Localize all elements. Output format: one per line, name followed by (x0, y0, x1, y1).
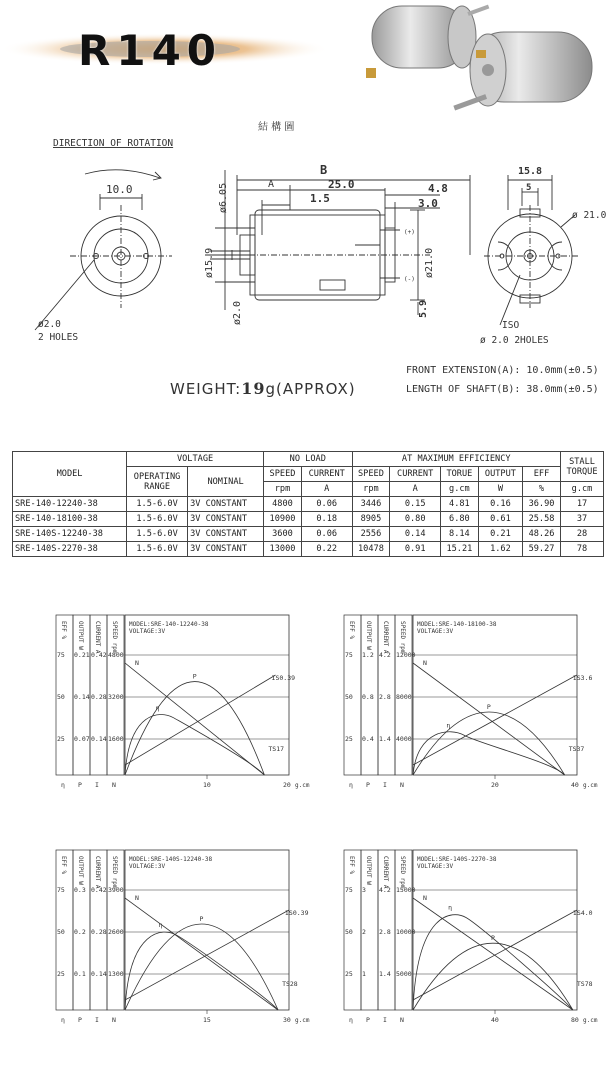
ts-label: TS28 (282, 980, 298, 988)
is-label: IS3.6 (572, 674, 593, 682)
speed-label: N (135, 894, 139, 902)
structure-title: 結 構 圖 (258, 122, 295, 133)
dim-phi605: ø6.05 (218, 182, 229, 213)
eff-curve (413, 915, 573, 1010)
axis-header: CURRENT A (94, 621, 101, 654)
x-tick-label: 40 (571, 781, 579, 789)
axis-footer: N (112, 1016, 116, 1024)
y-tick-label: 3 (362, 886, 366, 894)
speed-label: N (423, 659, 427, 667)
chart-sre-140s-12240-38 (55, 845, 320, 1030)
axis-header: SPEED rpm (111, 856, 118, 889)
chart-sre-140-18100-38 (343, 610, 608, 795)
axis-header: OUTPUT W (77, 621, 84, 650)
y-tick-label: 0.4 (362, 735, 374, 743)
dim-holes-label: 2 HOLES (38, 332, 79, 343)
y-tick-label: 75 (57, 886, 65, 894)
y-tick-label: 2.8 (379, 928, 391, 936)
chart-subtitle: VOLTAGE:3V (129, 628, 166, 635)
y-tick-label: 12000 (396, 651, 416, 659)
table-row: SRE-140S-2270-38 1.5-6.0V 3V CONSTANT 13000 0.22 10478 0.91 15.21 1.62 59.27 78 (13, 542, 604, 557)
chart-sre-140s-2270-38 (343, 845, 608, 1030)
x-tick-label: 40 (491, 1016, 499, 1024)
y-tick-label: 0.3 (74, 886, 86, 894)
axis-footer: η (349, 1016, 353, 1024)
chart-subtitle: VOLTAGE:3V (417, 628, 454, 635)
output-label: P (490, 934, 495, 943)
x-unit: g.cm (583, 782, 598, 789)
axis-header: EFF % (60, 621, 67, 640)
output-label: P (192, 672, 197, 681)
axis-header: SPEED rpm (399, 856, 406, 889)
y-tick-label: 0.1 (74, 970, 86, 978)
y-tick-label: 50 (345, 693, 353, 701)
axis-header: CURRENT A (94, 856, 101, 889)
eff-curve (125, 932, 278, 1010)
y-tick-label: 2.8 (379, 693, 391, 701)
dim-59: 5.9 (418, 299, 429, 318)
x-tick-label: 20 (283, 781, 291, 789)
y-tick-label: 25 (57, 735, 65, 743)
axis-header: CURRENT A (382, 621, 389, 654)
y-tick-label: 50 (57, 693, 65, 701)
current-line (125, 672, 276, 765)
ts-label: TS17 (268, 745, 285, 753)
y-tick-label: 3900 (108, 886, 124, 894)
axis-header: EFF % (60, 856, 67, 875)
chart-title: MODEL:SRE-140S-2270-38 (417, 856, 497, 863)
axis-footer: P (78, 1016, 82, 1024)
axis-header: OUTPUT W (77, 856, 84, 885)
axis-footer: η (61, 1016, 65, 1024)
dim-phi159: ø15.9 (204, 247, 215, 278)
y-tick-label: 0.28 (91, 693, 107, 701)
axis-header: OUTPUT W (365, 621, 372, 650)
y-tick-label: 50 (345, 928, 353, 936)
y-tick-label: 0.42 (91, 651, 107, 659)
spec-table: MODEL VOLTAGE NO LOAD AT MAXIMUM EFFICIENCY STALL TORQUE OPERATING RANGE NOMINAL SPEED CURRENT SPEED CURRENT TORUE OUTPUT EFF rpm A rpm A g.cm W % g.cm SRE-140-12240-38 1.5-6.0V 3V CONSTANT 4800 0.06 3446 0.15 4.81 0.16 36.90 17 SRE-140-18100-38 1.5-6.0V 3V CONSTANT 10900 0.18 8905 0.80 6.80 0.61 25.58 37 SRE-140S-12240-38 1.5-6.0V 3V CONSTANT 3600 0.06 2556 0.14 8.14 0.21 48.26 28 SRE-140S-2270-38 1.5-6.0V 3V CONSTANT 13000 0.22 10478 0.91 15.21 1.62 59.27 78 (12, 451, 604, 557)
y-tick-label: 1300 (108, 970, 124, 978)
axis-header: SPEED rpm (111, 621, 118, 654)
y-tick-label: 75 (345, 651, 353, 659)
eff-label: η (158, 921, 163, 930)
axis-header: CURRENT A (382, 856, 389, 889)
dim-30: 3.0 (418, 197, 438, 210)
speed-label: N (423, 894, 427, 902)
x-tick-label: 80 (571, 1016, 579, 1024)
y-tick-label: 1.2 (362, 651, 374, 659)
y-tick-label: 0.42 (91, 886, 107, 894)
speed-line (413, 898, 573, 1010)
current-line (413, 675, 577, 765)
motor-photo (360, 0, 610, 118)
y-tick-label: 5000 (396, 970, 412, 978)
eff-label: η (446, 721, 451, 730)
plot-frame (125, 615, 289, 775)
y-tick-label: 0.21 (74, 651, 90, 659)
y-tick-label: 0.14 (74, 693, 90, 701)
y-tick-label: 75 (57, 651, 65, 659)
axis-footer: N (112, 781, 116, 789)
iso-label: ISO (502, 320, 520, 331)
y-tick-label: 50 (57, 928, 65, 936)
dim-holes-dia: ø2.0 (38, 319, 61, 330)
x-tick-label: 30 (283, 1016, 291, 1024)
y-tick-label: 15000 (396, 886, 416, 894)
shaft-length: LENGTH OF SHAFT(B): 38.0mm(±0.5) (406, 384, 599, 395)
output-label: P (486, 703, 491, 711)
chart-title: MODEL:SRE-140S-12240-38 (129, 856, 213, 863)
y-tick-label: 1.4 (379, 735, 391, 743)
axis-footer: I (95, 1016, 99, 1024)
is-label: IS0.39 (285, 909, 309, 917)
chart-title: MODEL:SRE-140-12240-38 (129, 621, 209, 628)
axis-footer: η (61, 781, 65, 789)
y-tick-label: 10000 (396, 928, 416, 936)
x-tick-label: 15 (203, 1016, 211, 1024)
speed-label: N (135, 659, 139, 667)
eff-curve (413, 732, 565, 775)
x-unit: g.cm (295, 782, 310, 789)
output-curve (125, 924, 278, 1010)
y-tick-label: 4.2 (379, 651, 391, 659)
y-tick-label: 1600 (108, 735, 124, 743)
plot-frame (413, 615, 577, 775)
axis-footer: N (400, 781, 404, 789)
axis-footer: P (366, 1016, 370, 1024)
axis-footer: I (95, 781, 99, 789)
output-label: P (199, 915, 204, 923)
terminal-minus: (-) (404, 276, 415, 283)
dim-back-phi21: ø 21.0 (572, 210, 607, 221)
dim-48: 4.8 (428, 182, 448, 195)
speed-line (413, 663, 565, 775)
dim-phi20: ø2.0 (232, 300, 243, 325)
axis-footer: I (383, 781, 387, 789)
y-tick-label: 2 (362, 928, 366, 936)
y-tick-label: 25 (345, 735, 353, 743)
axis-header: EFF % (348, 621, 355, 640)
dim-15: 1.5 (310, 192, 330, 205)
axis-footer: I (383, 1016, 387, 1024)
terminal-plus: (+) (404, 229, 415, 236)
y-tick-label: 1 (362, 970, 366, 978)
dim-back-158: 15.8 (518, 166, 543, 177)
y-tick-label: 1.4 (379, 970, 391, 978)
y-tick-label: 25 (345, 970, 353, 978)
y-tick-label: 0.2 (74, 928, 86, 936)
is-label: IS0.39 (271, 674, 296, 682)
x-unit: g.cm (583, 1017, 598, 1024)
ts-label: TS37 (568, 745, 585, 753)
dim-b: B (320, 163, 328, 177)
output-curve (413, 943, 573, 1010)
axis-footer: η (349, 781, 353, 789)
y-tick-label: 0.14 (91, 735, 107, 743)
plot-frame (125, 850, 289, 1010)
table-row: SRE-140S-12240-38 1.5-6.0V 3V CONSTANT 3600 0.06 2556 0.14 8.14 0.21 48.26 28 (13, 527, 604, 542)
y-tick-label: 4.2 (379, 886, 391, 894)
chart-subtitle: VOLTAGE:3V (129, 863, 166, 870)
y-tick-label: 3200 (108, 693, 124, 701)
axis-footer: N (400, 1016, 404, 1024)
dim-a: A (268, 179, 275, 190)
y-tick-label: 4000 (396, 735, 412, 743)
y-tick-label: 0.8 (362, 693, 374, 701)
axis-header: OUTPUT W (365, 856, 372, 885)
x-tick-label: 10 (203, 781, 211, 789)
y-tick-label: 25 (57, 970, 65, 978)
back-holes-label: ø 2.0 2HOLES (480, 335, 549, 346)
chart-title: MODEL:SRE-140-18100-38 (417, 621, 497, 628)
plot-frame (413, 850, 577, 1010)
axis-header: SPEED rpm (399, 621, 406, 654)
eff-label: η (155, 703, 160, 712)
axis-footer: P (78, 781, 82, 789)
dim-back-5: 5 (526, 183, 532, 193)
y-tick-label: 8000 (396, 693, 412, 701)
axis-footer: P (366, 781, 370, 789)
dim-25: 25.0 (328, 178, 355, 191)
dim-front-width: 10.0 (106, 183, 133, 196)
page-title: R140 (78, 26, 223, 75)
y-tick-label: 75 (345, 886, 353, 894)
eff-label: η (448, 903, 453, 912)
chart-subtitle: VOLTAGE:3V (417, 863, 454, 870)
y-tick-label: 2600 (108, 928, 124, 936)
output-curve (125, 682, 264, 775)
current-line (413, 910, 577, 1000)
output-curve (413, 712, 565, 775)
x-tick-label: 20 (491, 781, 499, 789)
axis-header: EFF % (348, 856, 355, 875)
x-unit: g.cm (295, 1017, 310, 1024)
direction-label: DIRECTION OF ROTATION (53, 138, 174, 149)
table-row: SRE-140-12240-38 1.5-6.0V 3V CONSTANT 4800 0.06 3446 0.15 4.81 0.16 36.90 17 (13, 497, 604, 512)
dim-phi21: ø21.0 (424, 247, 435, 278)
chart-sre-140-12240-38 (55, 610, 310, 795)
ts-label: TS78 (576, 980, 593, 988)
y-tick-label: 0.07 (74, 735, 90, 743)
is-label: IS4.0 (573, 909, 593, 917)
y-tick-label: 0.14 (91, 970, 107, 978)
y-tick-label: 4800 (108, 651, 124, 659)
table-row: SRE-140-18100-38 1.5-6.0V 3V CONSTANT 10900 0.18 8905 0.80 6.80 0.61 25.58 37 (13, 512, 604, 527)
y-tick-label: 0.28 (91, 928, 107, 936)
weight: WEIGHT:19g(APPROX) (170, 379, 356, 398)
front-extension: FRONT EXTENSION(A): 10.0mm(±0.5) (406, 365, 599, 376)
